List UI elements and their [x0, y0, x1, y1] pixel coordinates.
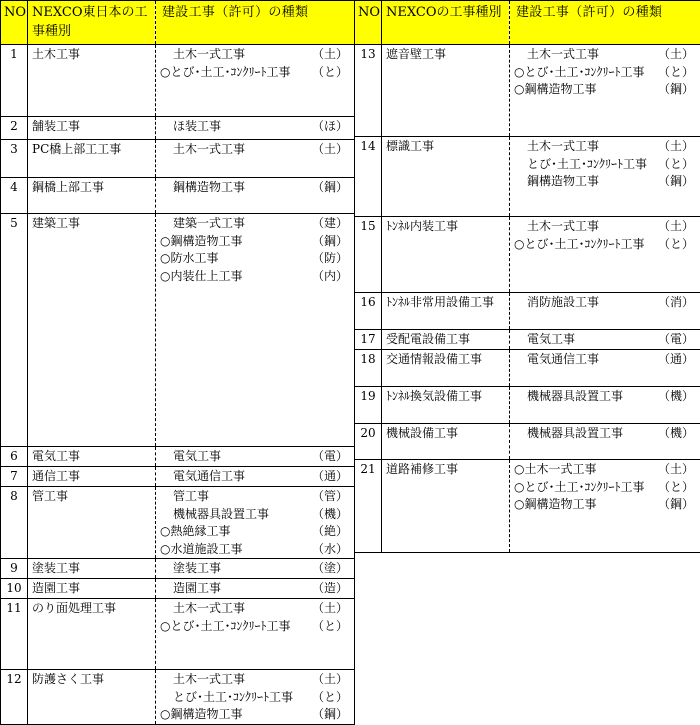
header-construction-permit-type: 建設工事（許可）の種類	[510, 1, 700, 45]
construction-type-cell	[156, 214, 355, 447]
table-row	[1, 140, 355, 178]
construction-type-line	[160, 468, 350, 486]
work-type-cell: 防護さく工事	[28, 670, 156, 725]
construction-type-label: 土木一式工事	[514, 46, 599, 64]
construction-type-abbreviation: （絶）	[312, 523, 350, 541]
header-nexco-work-type: NEXCOの工事種別	[382, 1, 510, 45]
table-row	[355, 293, 700, 330]
work-type-cell: 電気工事	[28, 447, 156, 467]
work-type-cell: 土木工事	[28, 45, 156, 117]
construction-type-label: 機械器具設置工事	[514, 425, 623, 443]
construction-type-label: 土木一式工事	[160, 46, 245, 64]
circled-construction-type-label: ○ 鋼構造物工事	[160, 233, 243, 251]
construction-type-abbreviation: （土）	[312, 671, 350, 689]
construction-type-label: 造園工事	[160, 580, 221, 598]
construction-type-cell	[156, 579, 355, 599]
row-number: 11	[1, 599, 28, 670]
construction-type-line	[160, 706, 350, 724]
construction-type-line	[514, 236, 696, 254]
work-type-cell: 造園工事	[28, 579, 156, 599]
row-number: 14	[355, 137, 382, 217]
construction-type-label: 電気工事	[514, 331, 575, 349]
construction-type-abbreviation: （土）	[312, 46, 350, 64]
construction-type-abbreviation: （建）	[312, 215, 350, 233]
row-number: 7	[1, 467, 28, 487]
construction-type-abbreviation: （土）	[658, 46, 696, 64]
work-type-cell: ﾄﾝﾈﾙ非常用設備工事	[382, 293, 510, 330]
row-number: 6	[1, 447, 28, 467]
construction-type-label: 土木一式工事	[160, 141, 245, 159]
construction-type-cell	[156, 117, 355, 140]
table-row	[1, 487, 355, 559]
construction-type-label: 電気工事	[160, 448, 221, 466]
circled-construction-type-label: ○ とび･土工･ｺﾝｸﾘｰﾄ工事	[514, 236, 645, 254]
circled-construction-type-label: ○ とび･土工･ｺﾝｸﾘｰﾄ工事	[160, 64, 291, 82]
construction-type-line	[514, 218, 696, 236]
construction-type-line	[514, 138, 696, 156]
work-type-cell: 遮音壁工事	[382, 45, 510, 137]
construction-type-label: 機械器具設置工事	[514, 388, 623, 406]
construction-type-abbreviation: （機）	[658, 425, 696, 443]
construction-type-abbreviation: （管）	[312, 488, 350, 506]
construction-type-label: 土木一式工事	[160, 600, 245, 618]
construction-type-cell	[510, 293, 700, 330]
construction-type-abbreviation: （ほ）	[312, 118, 350, 136]
row-number: 16	[355, 293, 382, 330]
construction-type-line	[514, 351, 696, 369]
construction-type-abbreviation: （機）	[312, 506, 350, 524]
construction-type-line	[514, 64, 696, 82]
construction-type-label: とび･土工･ｺﾝｸﾘｰﾄ工事	[160, 689, 293, 707]
work-type-cell: 道路補修工事	[382, 460, 510, 553]
construction-type-abbreviation: （電）	[312, 448, 350, 466]
table-row	[1, 559, 355, 579]
construction-type-abbreviation: （と）	[658, 236, 696, 254]
row-number: 8	[1, 487, 28, 559]
row-number: 10	[1, 579, 28, 599]
work-type-cell: ﾄﾝﾈﾙ換気設備工事	[382, 387, 510, 424]
construction-type-label: 土木一式工事	[514, 218, 599, 236]
construction-type-label: 鋼構造物工事	[514, 173, 599, 191]
construction-type-line	[160, 448, 350, 466]
construction-type-line	[160, 64, 350, 82]
construction-type-abbreviation: （機）	[658, 388, 696, 406]
circled-construction-type-label: ○ 鋼構造物工事	[160, 706, 243, 724]
construction-type-cell	[156, 559, 355, 579]
row-number: 17	[355, 330, 382, 350]
construction-type-abbreviation: （内）	[312, 268, 350, 286]
construction-type-label: 消防施設工事	[514, 294, 599, 312]
table-row	[355, 217, 700, 293]
construction-type-abbreviation: （塗）	[312, 560, 350, 578]
construction-type-line	[514, 294, 696, 312]
row-number: 1	[1, 45, 28, 117]
circled-construction-type-label: ○ とび･土工･ｺﾝｸﾘｰﾄ工事	[514, 479, 645, 497]
construction-type-line	[160, 268, 350, 286]
circled-construction-type-label: ○ 内装仕上工事	[160, 268, 243, 286]
construction-type-abbreviation: （土）	[312, 141, 350, 159]
table-row	[1, 214, 355, 447]
work-type-cell: 機械設備工事	[382, 424, 510, 460]
construction-type-line	[160, 541, 350, 559]
row-number: 15	[355, 217, 382, 293]
left-table-body	[1, 45, 355, 725]
construction-type-line	[160, 600, 350, 618]
construction-type-line	[514, 425, 696, 443]
construction-type-line	[160, 141, 350, 159]
circled-construction-type-label: ○ 熱絶縁工事	[160, 523, 231, 541]
construction-type-abbreviation: （電）	[658, 331, 696, 349]
construction-type-cell	[156, 178, 355, 214]
construction-type-label: とび･土工･ｺﾝｸﾘｰﾄ工事	[514, 156, 647, 174]
construction-type-line	[160, 215, 350, 233]
construction-type-label: 建築一式工事	[160, 215, 245, 233]
circled-construction-type-label: ○ 鋼構造物工事	[514, 496, 597, 514]
construction-type-line	[160, 488, 350, 506]
table-row	[1, 45, 355, 117]
table-row	[1, 579, 355, 599]
table-row	[1, 117, 355, 140]
work-type-cell: のり面処理工事	[28, 599, 156, 670]
construction-type-abbreviation: （と）	[658, 156, 696, 174]
table-row	[1, 599, 355, 670]
circled-construction-type-label: ○ とび･土工･ｺﾝｸﾘｰﾄ工事	[514, 64, 645, 82]
construction-type-abbreviation: （消）	[658, 294, 696, 312]
construction-type-cell	[510, 350, 700, 387]
work-type-cell: 鋼橋上部工事	[28, 178, 156, 214]
circled-construction-type-label: ○ とび･土工･ｺﾝｸﾘｰﾄ工事	[160, 618, 291, 636]
construction-type-line	[160, 560, 350, 578]
table-row	[355, 460, 700, 553]
construction-type-cell	[510, 460, 700, 553]
row-number: 9	[1, 559, 28, 579]
work-type-cell: 舗装工事	[28, 117, 156, 140]
header-construction-permit-type: 建設工事（許可）の種類	[156, 1, 355, 45]
construction-type-line	[160, 250, 350, 268]
right-header-row	[355, 1, 700, 45]
construction-type-cell	[156, 487, 355, 559]
construction-type-line	[514, 331, 696, 349]
construction-type-line	[160, 179, 350, 197]
construction-type-cell	[156, 447, 355, 467]
work-type-cell: 建築工事	[28, 214, 156, 447]
header-no: NO	[1, 1, 28, 45]
circled-construction-type-label: ○ 鋼構造物工事	[514, 81, 597, 99]
work-type-cell: PC橋上部工工事	[28, 140, 156, 178]
row-number: 5	[1, 214, 28, 447]
construction-type-abbreviation: （造）	[312, 580, 350, 598]
row-number: 3	[1, 140, 28, 178]
circled-construction-type-label: ○ 水道施設工事	[160, 541, 243, 559]
construction-type-label: ほ装工事	[160, 118, 221, 136]
construction-type-label: 電気通信工事	[514, 351, 599, 369]
work-type-cell: 通信工事	[28, 467, 156, 487]
construction-type-abbreviation: （と）	[658, 479, 696, 497]
row-number: 12	[1, 670, 28, 725]
construction-type-abbreviation: （と）	[312, 689, 350, 707]
construction-type-cell	[156, 599, 355, 670]
table-row	[1, 467, 355, 487]
construction-type-line	[514, 479, 696, 497]
construction-type-line	[160, 118, 350, 136]
construction-type-abbreviation: （と）	[312, 64, 350, 82]
header-no: NO	[355, 1, 382, 45]
construction-type-abbreviation: （鋼）	[312, 706, 350, 724]
row-number: 4	[1, 178, 28, 214]
table-row	[355, 330, 700, 350]
construction-type-cell	[510, 45, 700, 137]
work-type-cell: 塗装工事	[28, 559, 156, 579]
construction-type-line	[160, 689, 350, 707]
construction-type-cell	[510, 217, 700, 293]
construction-type-line	[160, 506, 350, 524]
construction-type-line	[514, 388, 696, 406]
table-row	[355, 350, 700, 387]
construction-type-line	[514, 461, 696, 479]
construction-type-label: 管工事	[160, 488, 209, 506]
construction-type-line	[160, 523, 350, 541]
row-number: 21	[355, 460, 382, 553]
construction-type-label: 鋼構造物工事	[160, 179, 245, 197]
construction-type-abbreviation: （鋼）	[658, 173, 696, 191]
header-nexco-east-work-type: NEXCO東日本の工事種別	[28, 1, 156, 45]
left-header-row	[1, 1, 355, 45]
construction-type-label: 塗装工事	[160, 560, 221, 578]
construction-type-line	[160, 233, 350, 251]
table-row	[1, 178, 355, 214]
construction-type-abbreviation: （土）	[658, 461, 696, 479]
construction-type-abbreviation: （鋼）	[658, 496, 696, 514]
circled-construction-type-label: ○ 防水工事	[160, 250, 219, 268]
right-classification-table	[354, 0, 700, 553]
construction-type-label: 機械器具設置工事	[160, 506, 269, 524]
circled-construction-type-label: ○ 土木一式工事	[514, 461, 597, 479]
construction-type-abbreviation: （鋼）	[312, 179, 350, 197]
construction-type-cell	[510, 137, 700, 217]
construction-type-abbreviation: （防）	[312, 250, 350, 268]
construction-type-line	[160, 618, 350, 636]
construction-type-abbreviation: （土）	[658, 218, 696, 236]
construction-type-abbreviation: （通）	[658, 351, 696, 369]
construction-type-line	[160, 671, 350, 689]
construction-type-cell	[156, 140, 355, 178]
construction-type-abbreviation: （鋼）	[312, 233, 350, 251]
construction-type-abbreviation: （土）	[658, 138, 696, 156]
row-number: 18	[355, 350, 382, 387]
construction-type-abbreviation: （と）	[658, 64, 696, 82]
construction-type-abbreviation: （水）	[312, 541, 350, 559]
table-row	[355, 424, 700, 460]
construction-type-cell	[510, 424, 700, 460]
construction-type-abbreviation: （鋼）	[658, 81, 696, 99]
row-number: 20	[355, 424, 382, 460]
construction-type-line	[160, 46, 350, 64]
construction-type-cell	[156, 670, 355, 725]
table-row	[355, 137, 700, 217]
construction-type-label: 電気通信工事	[160, 468, 245, 486]
construction-type-abbreviation: （と）	[312, 618, 350, 636]
construction-type-label: 土木一式工事	[514, 138, 599, 156]
construction-type-cell	[156, 45, 355, 117]
work-type-cell: ﾄﾝﾈﾙ内装工事	[382, 217, 510, 293]
construction-type-abbreviation: （土）	[312, 600, 350, 618]
construction-type-cell	[510, 387, 700, 424]
construction-type-line	[514, 156, 696, 174]
work-type-cell: 交通情報設備工事	[382, 350, 510, 387]
construction-type-cell	[510, 330, 700, 350]
construction-type-line	[514, 496, 696, 514]
construction-type-abbreviation: （通）	[312, 468, 350, 486]
table-row	[1, 670, 355, 725]
work-type-cell: 標識工事	[382, 137, 510, 217]
table-row	[1, 447, 355, 467]
construction-type-label: 土木一式工事	[160, 671, 245, 689]
table-row	[355, 45, 700, 137]
right-table-body	[355, 45, 700, 553]
row-number: 2	[1, 117, 28, 140]
row-number: 13	[355, 45, 382, 137]
table-row	[355, 387, 700, 424]
construction-type-line	[514, 46, 696, 64]
construction-type-cell	[156, 467, 355, 487]
row-number: 19	[355, 387, 382, 424]
construction-type-line	[514, 81, 696, 99]
construction-type-line	[160, 580, 350, 598]
work-type-cell: 管工事	[28, 487, 156, 559]
construction-type-line	[514, 173, 696, 191]
work-type-cell: 受配電設備工事	[382, 330, 510, 350]
